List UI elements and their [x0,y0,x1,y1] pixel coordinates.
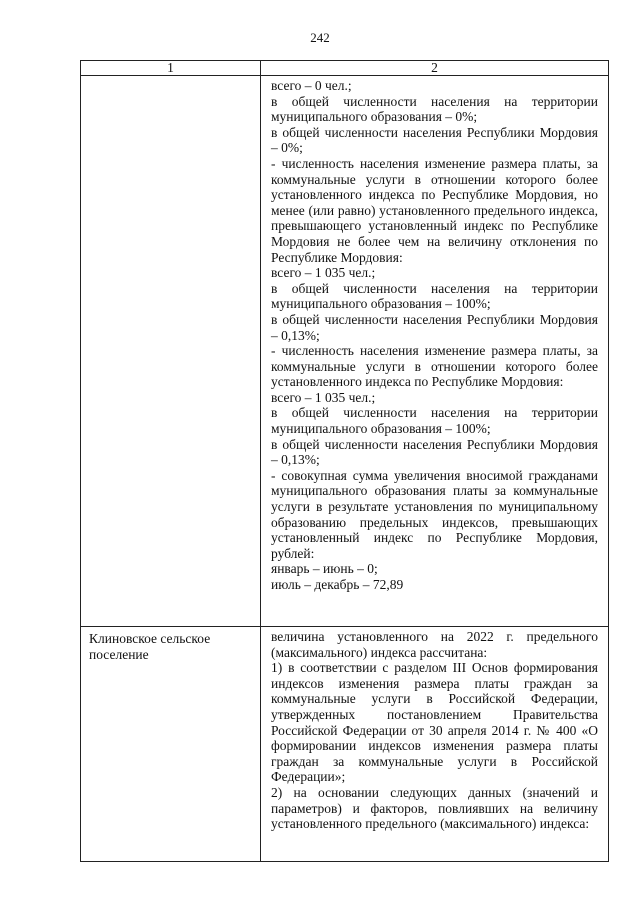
paragraph: в общей численности населения Республики Мордовия – 0%; [271,124,598,156]
column-header-1: 1 [81,61,261,76]
paragraph: величина установленного на 2022 г. предельного (максимального) индекса рассчитана: [271,629,598,660]
paragraph: - численность населения изменение размера платы, за коммунальные услуги в отношении которого более установленного индекса по Республике Мордовия: [271,343,598,390]
paragraph: в общей численности населения на территории муниципального образования – 0%; [271,93,598,125]
column-header-2: 2 [261,61,609,76]
paragraph: всего – 1 035 чел.; [271,265,376,281]
paragraph: - численность населения изменение размера платы, за коммунальные услуги в отношении которого более установленного индекса по Республике Мордовия, но менее (или равно) установленного предельного индекса, превышающего установленный индекс по Республике Мордовия не более чем на величину отклонения по Республике Мордовия: [271,155,598,265]
paragraph: в общей численности населения на территории муниципального образования – 100%; [271,280,598,312]
page-number: 242 [310,30,330,45]
paragraph: 1) в соответствии с разделом III Основ формирования индексов изменения размера платы граждан за коммунальные услуги в Российской Федерации, утвержденных постановлением Правительства Российской Федерации от 30 апреля 2014 г. № 400 «О формировании индексов изменения размера платы граждан за коммунальные услуги в Российской Федерации»; [271,660,598,785]
paragraph: 2) на основании следующих данных (значений и параметров) и факторов, повлиявших на величину установленного предельного (максимального) индекса: [271,784,598,832]
municipality-cell: Клиновское сельское поселение [81,627,261,862]
table-row [81,627,609,862]
paragraph: - совокупная сумма увеличения вносимой гражданами муниципального образования платы за коммунальные услуги в результате установления по муниципальному образованию предельных индексов, превышающих установленный индекс по Республике Мордовия, рублей: [271,467,598,561]
document-table [80,60,609,862]
paragraph: июль – декабрь – 72,89 [271,577,404,592]
description-cell [261,76,609,627]
paragraph: в общей численности населения Республики Мордовия – 0,13%; [271,436,598,468]
table-row [81,76,609,627]
paragraph: в общей численности населения на территории муниципального образования – 100%; [271,405,598,437]
paragraph: в общей численности населения Республики Мордовия – 0,13%; [271,311,598,343]
municipality-cell [81,76,261,627]
paragraph: всего – 1 035 чел.; [271,389,376,405]
paragraph: январь – июнь – 0; [271,561,378,577]
description-cell [261,627,609,862]
paragraph: всего – 0 чел.; [271,78,352,93]
table-header-row [81,61,609,76]
